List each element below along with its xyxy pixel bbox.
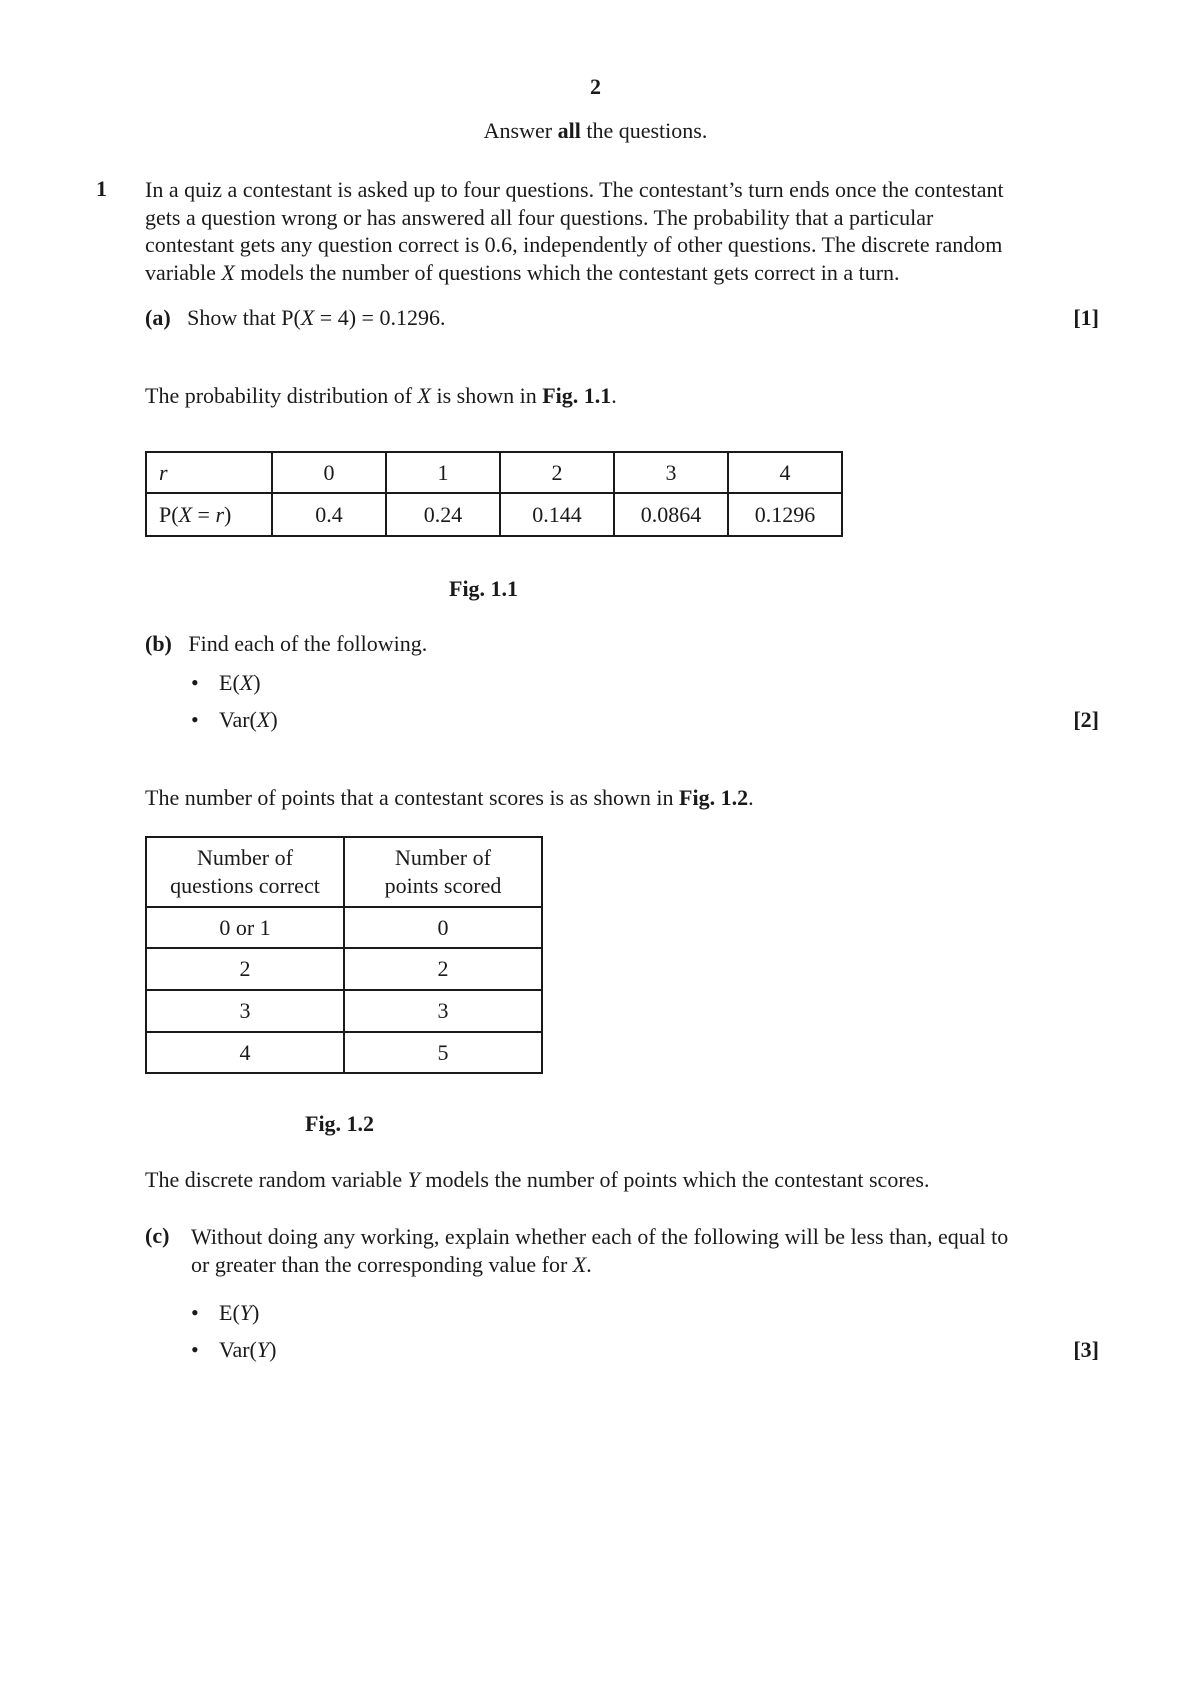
header-line: Number of xyxy=(197,845,293,870)
dist-text: The probability distribution of xyxy=(145,383,418,408)
part-b-text: Find each of the following. xyxy=(188,631,428,656)
question-intro xyxy=(145,176,1100,286)
intro-text: variable xyxy=(145,259,222,285)
variable-x: X xyxy=(300,305,315,330)
label-text: = xyxy=(192,501,216,527)
bullet-item xyxy=(191,1337,276,1363)
question-number: 1 xyxy=(96,176,107,201)
bullet-text: Var( xyxy=(219,1337,257,1362)
bullet-text: E( xyxy=(219,670,240,695)
part-a-text: = 4) = 0.1296. xyxy=(314,305,446,330)
bullet-icon: • xyxy=(191,707,199,732)
fig-1-2-caption: Fig. 1.2 xyxy=(305,1111,375,1136)
instruction-post: the questions. xyxy=(580,118,708,143)
fig-1-1-caption: Fig. 1.1 xyxy=(449,576,519,601)
bullet-text: ) xyxy=(252,1300,260,1325)
dist-text: is shown in xyxy=(430,383,543,408)
part-b xyxy=(145,631,427,657)
table-cell: 1 xyxy=(386,452,500,493)
variable-y: Y xyxy=(256,1337,270,1362)
table-cell: 2 xyxy=(146,948,344,990)
table-cell: 2 xyxy=(344,948,542,990)
variable-r: r xyxy=(215,501,224,527)
table-cell: 4 xyxy=(728,452,842,493)
table-row xyxy=(146,1032,542,1073)
page-number: 2 xyxy=(590,74,601,99)
table-cell: 5 xyxy=(344,1032,542,1073)
table-header-cell xyxy=(146,493,272,536)
variable-x: X xyxy=(572,1251,587,1277)
table-cell: 0 xyxy=(344,907,542,948)
part-b-marks: [2] xyxy=(1073,707,1099,732)
bullet-icon: • xyxy=(191,1337,199,1362)
table-cell: 0.4 xyxy=(272,493,386,536)
bullet-text: ) xyxy=(253,670,261,695)
bullet-text: E( xyxy=(219,1300,240,1325)
table-row xyxy=(146,907,542,948)
table-row xyxy=(146,948,542,990)
table-cell: 0.24 xyxy=(386,493,500,536)
instruction xyxy=(0,118,1191,144)
intro-text: models the number of questions which the contestant gets correct in a turn. xyxy=(234,259,900,285)
y-text: The discrete random variable xyxy=(145,1167,408,1192)
table-cell: 3 xyxy=(146,990,344,1032)
table-header-cell xyxy=(146,452,272,493)
variable-x: X xyxy=(221,259,235,285)
table-cell: 0 xyxy=(272,452,386,493)
points-text: The number of points that a contestant scores is as shown in xyxy=(145,785,680,810)
part-c-line xyxy=(191,1251,1101,1279)
part-a-text: Show that P( xyxy=(187,305,301,330)
header-line: Number of xyxy=(395,845,491,870)
instruction-pre: Answer xyxy=(483,118,558,143)
probability-table xyxy=(145,451,843,537)
part-c-text: or greater than the corresponding value for xyxy=(191,1251,573,1277)
table-header-cell xyxy=(146,837,344,907)
bullet-item xyxy=(191,1300,259,1326)
points-text: . xyxy=(748,785,754,810)
variable-y: Y xyxy=(407,1167,420,1192)
header-line: questions correct xyxy=(170,873,320,898)
bullet-icon: • xyxy=(191,670,199,695)
variable-y: Y xyxy=(239,1300,253,1325)
part-b-label: (b) xyxy=(145,631,172,656)
bullet-text: ) xyxy=(269,1337,277,1362)
intro-line: In a quiz a contestant is asked up to four questions. The contestant’s turn ends once the contestant xyxy=(145,177,1004,202)
bullet-icon: • xyxy=(191,1300,199,1325)
fig-ref: Fig. 1.1 xyxy=(542,383,612,408)
part-c-label xyxy=(145,1223,169,1249)
table-cell: 2 xyxy=(500,452,614,493)
table-cell: 0 or 1 xyxy=(146,907,344,948)
bullet-item xyxy=(191,707,278,733)
fig-ref: Fig. 1.2 xyxy=(679,785,749,810)
table-cell: 0.0864 xyxy=(614,493,728,536)
part-c-marks: [3] xyxy=(1073,1337,1099,1362)
part-c-line: Without doing any working, explain whether each of the following will be less than, equal to xyxy=(191,1224,1009,1249)
table-cell: 3 xyxy=(614,452,728,493)
variable-x: X xyxy=(239,670,254,695)
part-c-text xyxy=(191,1223,1101,1278)
variable-x: X xyxy=(178,501,193,527)
intro-line: contestant gets any question correct is 0.6, independently of other questions. The discrete random xyxy=(145,232,1003,257)
table-row xyxy=(146,452,842,493)
variable-x: X xyxy=(256,707,271,732)
dist-text: . xyxy=(611,383,617,408)
table-cell: 0.144 xyxy=(500,493,614,536)
bullet-text: Var( xyxy=(219,707,257,732)
intro-line: gets a question wrong or has answered all four questions. The probability that a particular xyxy=(145,204,934,230)
instruction-bold: all xyxy=(557,118,581,143)
table-cell: 0.1296 xyxy=(728,493,842,536)
table-row xyxy=(146,493,842,536)
label-text: P( xyxy=(159,501,179,527)
label-text: ) xyxy=(224,501,232,527)
part-c-label-text: (c) xyxy=(145,1223,170,1248)
points-table xyxy=(145,836,543,1074)
distribution-intro xyxy=(145,383,617,409)
part-c-text: . xyxy=(586,1251,592,1277)
part-a-label: (a) xyxy=(145,305,171,330)
table-cell: 4 xyxy=(146,1032,344,1073)
bullet-item xyxy=(191,670,261,696)
header-line: points scored xyxy=(384,873,502,898)
y-text: models the number of points which the contestant scores. xyxy=(419,1167,930,1192)
part-a xyxy=(145,305,445,331)
variable-r: r xyxy=(159,459,168,485)
variable-x: X xyxy=(417,383,431,408)
table-cell: 3 xyxy=(344,990,542,1032)
y-intro xyxy=(145,1167,929,1193)
table-row xyxy=(146,990,542,1032)
part-a-marks: [1] xyxy=(1073,305,1099,330)
points-intro xyxy=(145,785,754,811)
table-header-cell xyxy=(344,837,542,907)
bullet-text: ) xyxy=(270,707,278,732)
intro-line xyxy=(145,259,1100,287)
table-row xyxy=(146,837,542,907)
